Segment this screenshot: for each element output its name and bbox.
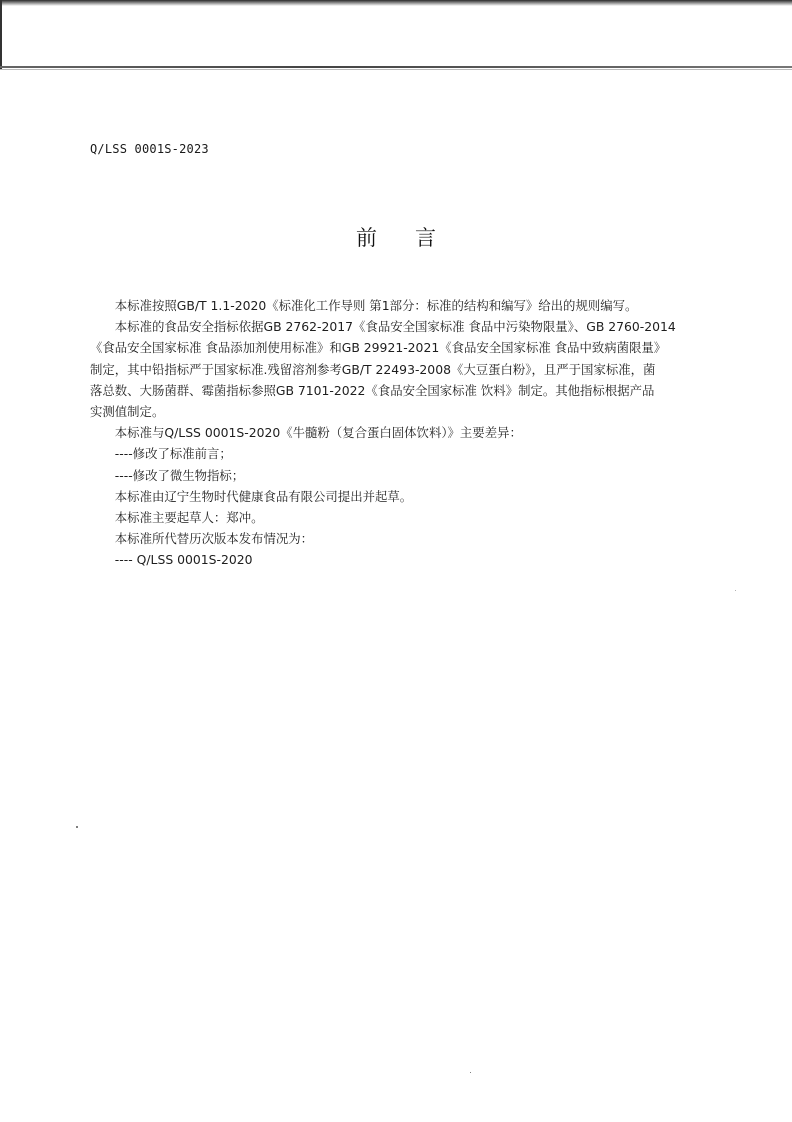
paragraph-structure-basis: 本标准按照GB/T 1.1-2020《标准化工作导则 第1部分：标准的结构和编写》给出的规则编写。 — [114, 298, 638, 313]
paragraph-safety-indicators-line-2: 《食品安全国家标准 食品添加剂使用标准》和GB 29921-2021《食品安全国家标准 食品中致病菌限量》 — [90, 340, 667, 356]
scan-shadow — [0, 0, 792, 6]
list-item-previous-version: ---- Q/LSS 0001S-2020 — [114, 552, 253, 568]
list-item-difference-foreword: ----修改了标准前言； — [114, 446, 232, 462]
standard-number: Q/LSS 0001S-2023 — [90, 142, 209, 156]
scan-speck — [470, 1072, 471, 1073]
paragraph-main-differences: 本标准与Q/LSS 0001S-2020《牛髓粉（复合蛋白固体饮料）》主要差异： — [114, 425, 522, 441]
header-rule-shadow — [0, 69, 792, 70]
paragraph-proposer: 本标准由辽宁生物时代健康食品有限公司提出并起草。 — [114, 488, 413, 504]
paragraph-safety-indicators-line-5: 实测值制定。 — [90, 404, 165, 420]
scan-speck — [76, 826, 78, 828]
paragraph-safety-indicators-line-1: 本标准的食品安全指标依据GB 2762-2017《食品安全国家标准 食品中污染物限量》、GB 2760-2014 — [114, 319, 676, 335]
scan-edge — [0, 0, 2, 70]
paragraph-safety-indicators-line-3: 制定，其中铅指标严于国家标准.残留溶剂参考GB/T 22493-2008《大豆蛋白粉》，且严于国家标准，菌 — [90, 361, 656, 377]
scan-speck — [735, 590, 736, 591]
list-item-difference-microbial: ----修改了微生物指标； — [114, 467, 245, 483]
paragraph-drafter: 本标准主要起草人：郑冲。 — [114, 510, 264, 526]
header-rule — [0, 66, 792, 68]
document-body — [90, 295, 720, 571]
page-title: 前言 — [356, 226, 474, 250]
paragraph-previous-versions: 本标准所代替历次版本发布情况为： — [114, 531, 314, 547]
paragraph-safety-indicators-line-4: 落总数、大肠菌群、霉菌指标参照GB 7101-2022《食品安全国家标准 饮料》制定。其他指标根据产品 — [90, 382, 655, 398]
